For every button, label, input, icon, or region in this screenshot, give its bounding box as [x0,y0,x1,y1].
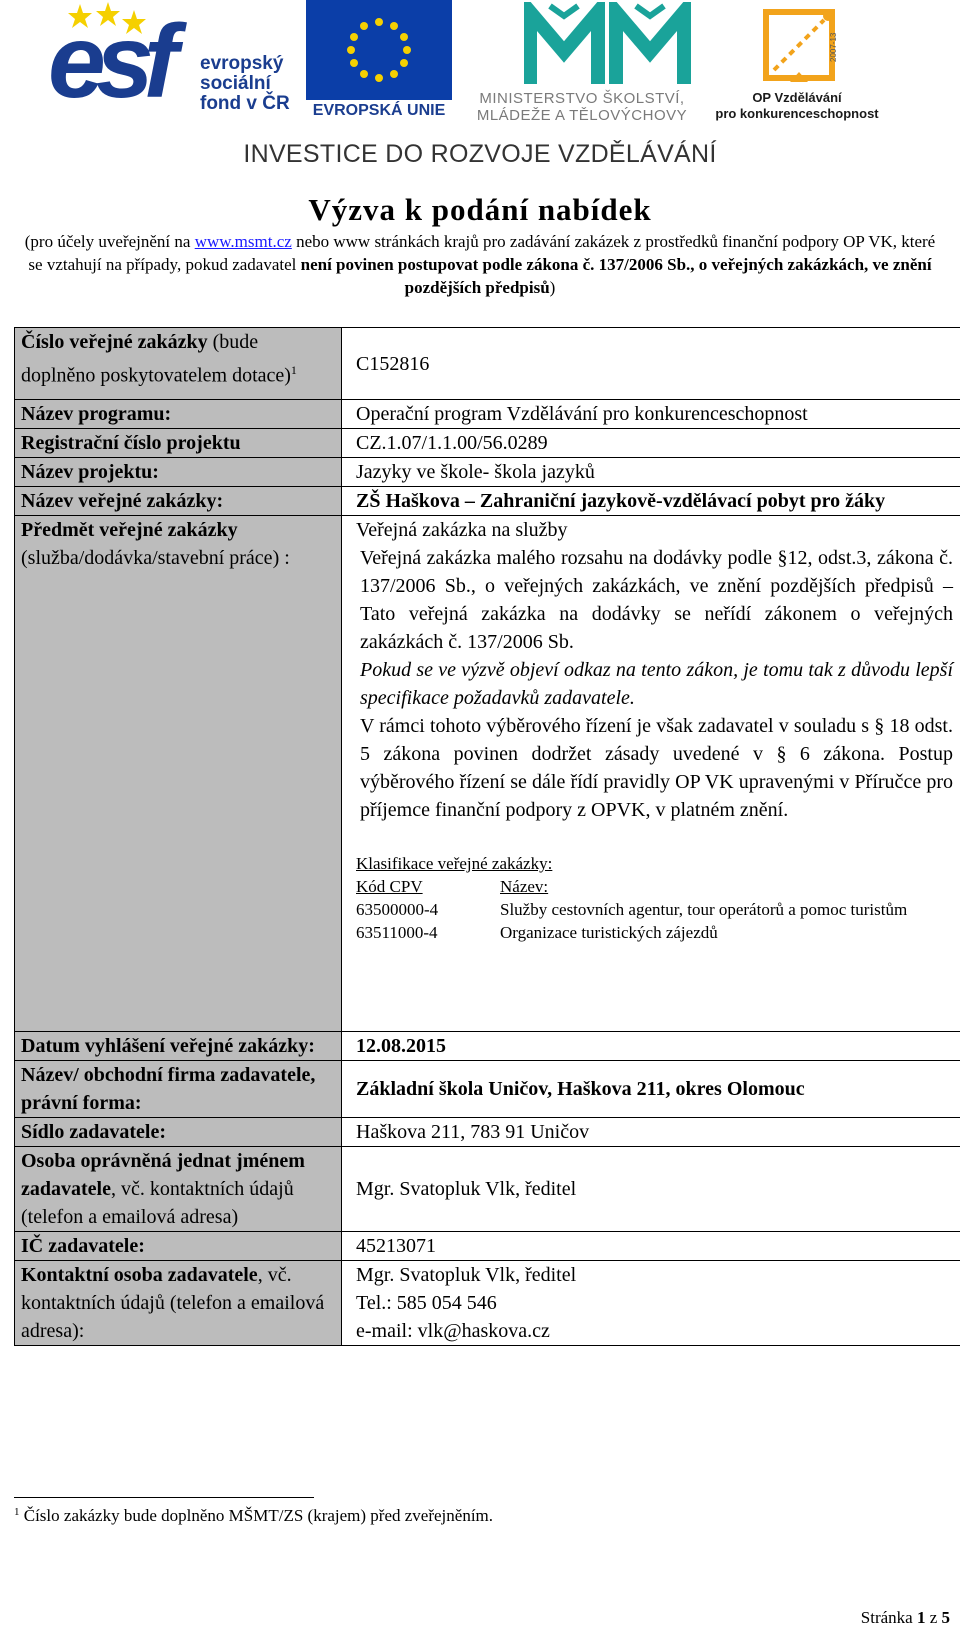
opvk-year: 2007-13 [829,32,838,62]
list-item [356,921,953,944]
table-row [15,487,960,516]
predmet-type: Veřejná zakázka na služby [356,519,568,541]
msmt-line2: MLÁDEŽE A TĚLOVÝCHOVY [476,107,688,124]
value-osoba: Mgr. Svatopluk Vlk, ředitel [342,1147,960,1232]
label-program: Název programu: [15,400,342,429]
tagline: INVESTICE DO ROZVOJE VZDĚLÁVÁNÍ [243,140,717,168]
tender-table [14,327,960,1346]
table-row [15,1118,960,1147]
kontakt-phone: Tel.: 585 054 546 [356,1292,497,1314]
msmt-text [462,90,702,124]
footnote-ref: 1 [290,363,297,377]
cpv-classification [356,852,953,944]
page-total: 5 [941,1608,950,1627]
label-datum: Datum vyhlášení veřejné zakázky: [15,1032,342,1061]
value-firma: Základní škola Uničov, Haškova 211, okres Olomouc [342,1061,960,1118]
table-row [15,516,960,1032]
header-logos [0,0,960,178]
cpv-title: Klasifikace veřejné zakázky: [356,854,553,873]
predmet-rules: V rámci tohoto výběrového řízení je však zadavatel v souladu s § 18 odst. 5 zákona povinen dodržet zásady uvedené v § 6 zákona. Postup výběrového řízení se dále řídí pravidly OP VK upravenými v Příručce pro příjemce finanční podpory z OPVK, v platném znění. [360,715,953,821]
cpv-code: 63500000-4 [356,900,439,919]
opvk-logo-icon [752,2,846,90]
esf-line1: evropský [200,53,284,74]
footnote-text: Číslo zakázky bude doplněno MŠMT/ZS (krajem) před zveřejněním. [19,1506,494,1525]
cpv-name: Služby cestovních agentur, tour operátorů a pomoc turistům [500,900,908,919]
footnote-number: 1 [14,1506,20,1518]
page-sep: z [925,1608,942,1627]
page-label: Stránka [860,1608,917,1627]
table-row [15,1147,960,1232]
label-osoba-rest: , vč. kontaktních údajů (telefon a emailová adresa) [21,1178,294,1228]
value-nazev: ZŠ Haškova – Zahraniční jazykově-vzdělávací pobyt pro žáky [342,487,960,516]
label-kontakt-bold: Kontaktní osoba zadavatele [21,1264,258,1286]
kontakt-email[interactable]: e-mail: vlk@haskova.cz [356,1320,550,1342]
cpv-header [356,875,953,898]
page-current: 1 [916,1608,926,1627]
label-firma: Název/ obchodní firma zadavatele, právní forma: [15,1061,342,1118]
table-row [15,1061,960,1118]
cpv-code: 63511000-4 [356,923,438,942]
kontakt-name: Mgr. Svatopluk Vlk, ředitel [356,1264,577,1286]
value-program: Operační program Vzdělávání pro konkurenceschopnost [342,400,960,429]
msmt-line1: MINISTERSTVO ŠKOLSTVÍ, [479,90,685,107]
esf-text [200,54,290,114]
list-item [356,898,953,921]
cpv-col-code: Kód CPV [356,877,423,896]
label-cislo-rest: (bude doplněno poskytovatelem dotace) [21,331,291,387]
eu-label: EVROPSKÁ UNIE [312,102,446,119]
msmt-link[interactable]: www.msmt.cz [194,232,292,251]
label-predmet-bold: Předmět veřejné zakázky [21,519,238,541]
opvk-line1: OP Vzdělávání [752,90,842,105]
esf-line2: sociální [200,73,271,94]
label-osoba [15,1147,342,1232]
intro-part2: nebo www stránkách krajů pro zadávání zakázek z prostředků finanční podpory OP VK, které se vztahují na případy, pokud zadavatel [28,232,936,274]
label-nazev: Název veřejné zakázky: [15,487,342,516]
opvk-line2: pro konkurenceschopnost [715,106,879,121]
footnote [14,1506,493,1526]
label-osoba-bold: Osoba oprávněná jednat jménem zadavatele [21,1150,305,1200]
label-projekt: Název projektu: [15,458,342,487]
table-row [15,429,960,458]
cpv-col-name: Název: [500,877,549,896]
table-row [15,328,960,400]
table-row [15,400,960,429]
value-ic: 45213071 [342,1232,960,1261]
label-predmet [15,516,342,1032]
intro-part1: (pro účely uveřejnění na [24,232,195,251]
intro-bold2: , o veřejných zakázkách, ve znění pozdějších předpisů [404,255,932,297]
value-kontakt [342,1261,960,1346]
label-kontakt-rest: , vč. kontaktních údajů (telefon a emailová adresa): [21,1264,325,1342]
label-kontakt [15,1261,342,1346]
intro-part3: ) [549,278,556,297]
table-row [15,1232,960,1261]
label-ic: IČ zadavatele: [15,1232,342,1261]
esf-logo [48,2,308,122]
predmet-legal: Veřejná zakázka malého rozsahu na dodávky podle §12, odst.3, zákona č. 137/2006 Sb., o veřejných zakázkách, ve znění pozdějších předpisů – Tato veřejná zakázka na dodávky se neřídí zákonem o veřejných zakázkách č. 137/2006 Sb. [360,547,953,653]
eu-flag-icon [306,0,452,100]
page-title: Výzva k podání nabídek [308,192,652,227]
value-registrace: CZ.1.07/1.1.00/56.0289 [342,429,960,458]
msmt-logo-icon [524,2,694,90]
opvk-text [712,90,882,122]
value-sidlo: Haškova 211, 783 91 Uničov [342,1118,960,1147]
table-row [15,1261,960,1346]
esf-line3: fond v ČR [200,93,290,114]
label-sidlo: Sídlo zadavatele: [15,1118,342,1147]
esf-letters: esf [48,4,169,120]
label-registrace: Registrační číslo projektu [15,429,342,458]
cpv-name: Organizace turistických zájezdů [500,923,718,942]
intro-bold: není povinen postupovat podle zákona č. 137/2006 Sb. [300,255,691,274]
label-predmet-rest: (služba/dodávka/stavební práce) : [21,547,290,569]
footnote-divider [14,1497,314,1498]
table-row [15,1032,960,1061]
value-projekt: Jazyky ve škole- škola jazyků [342,458,960,487]
intro-paragraph [22,230,938,299]
value-cislo: C152816 [342,328,960,400]
page-number [861,1608,950,1628]
value-predmet [342,516,960,1032]
label-cislo-bold: Číslo veřejné zakázky [21,331,208,353]
label-cislo [15,328,342,400]
table-row [15,458,960,487]
value-datum: 12.08.2015 [342,1032,960,1061]
predmet-note: Pokud se ve výzvě objeví odkaz na tento zákon, je tomu tak z důvodu lepší specifikace požadavků zadavatele. [360,659,953,709]
